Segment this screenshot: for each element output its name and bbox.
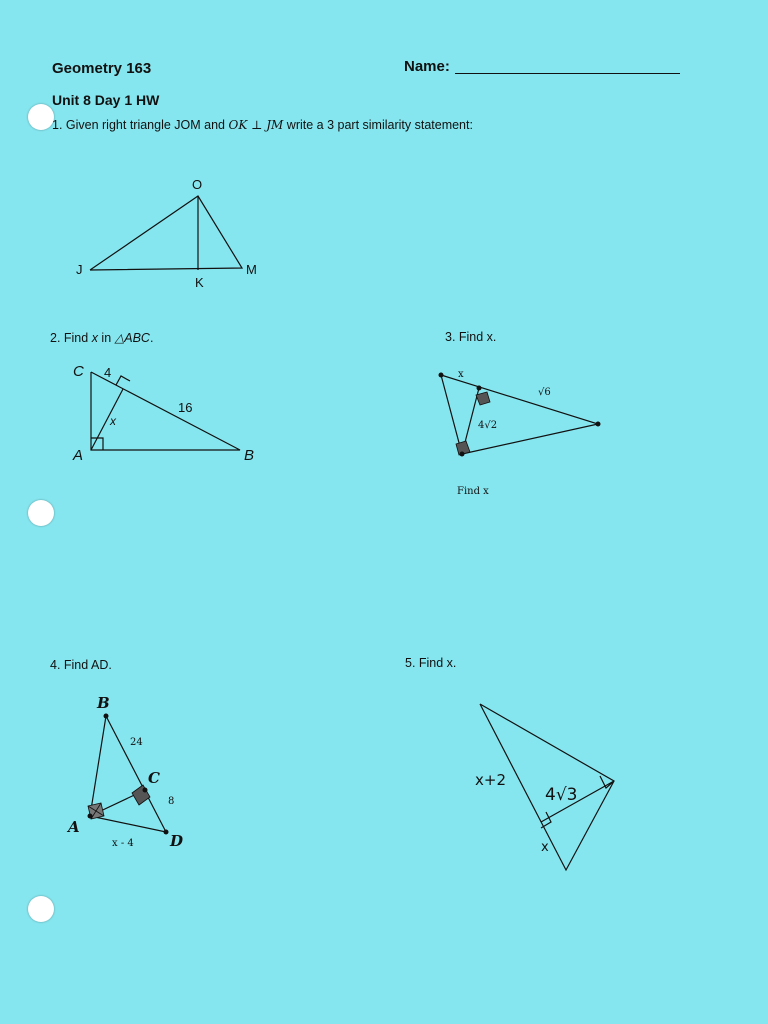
figure-3-triangle [439,369,601,497]
figure-2-label-a: A [73,447,84,464]
figure-1-label-j: J [76,262,83,277]
figure-4-vertex-dot [104,714,109,719]
problem-4-prompt: 4. Find AD. [50,658,112,672]
figure-3-vertex-dot [596,422,601,427]
figure-3-vertex-dot [439,373,444,378]
problem-1-text-pre: 1. Given right triangle JOM and [52,118,229,132]
problem-3-prompt: 3. Find x. [445,330,497,344]
problem-2-triangle: △ABC [114,331,150,345]
unit-title: Unit 8 Day 1 HW [52,92,160,108]
figure-3-label-4root2: 4√2 [478,420,498,431]
problem-2-text-post: . [149,331,154,345]
figure-4-vertex-dot [143,788,148,793]
figure-4-label-c: C [148,769,160,787]
problem-2-text-mid: in [97,331,115,345]
problem-1-text-post: write a 3 part similarity statement: [283,118,473,132]
figure-1-triangle-jom [76,177,257,290]
figure-4-vertex-dot [88,814,93,819]
figure-3-caption: Find x [457,486,489,497]
figure-5-label-x-plus-2: x+2 [475,771,506,789]
figure-2-label-x: x [110,414,116,428]
problem-2-text-pre: 2. Find [50,331,92,345]
figure-2-triangle-outline [91,372,240,450]
figure-4-label-b: B [97,694,110,712]
figure-1-label-k: K [195,275,204,290]
figure-4-vertex-dot [164,830,169,835]
figure-2-label-b: B [244,447,255,464]
figure-4-label-8: 8 [168,796,175,807]
figure-1-label-o: O [192,177,203,192]
figure-3-vertex-dot [477,386,482,391]
figure-2-label-4: 4 [104,365,112,380]
figure-1-triangle-outline [90,196,242,270]
figure-4-triangle [66,694,183,850]
problem-1-math: OK ⊥ JM [228,118,284,132]
figure-4-label-x-minus-4: x - 4 [112,838,134,849]
figure-2-label-c: C [73,363,84,380]
figure-5-label-4root3: 4√3 [545,785,578,805]
figure-1-label-m: M [246,262,257,277]
figure-5-label-x: x [541,840,549,855]
figure-3-vertex-dot [460,452,465,457]
figure-3-right-angle-top [476,392,490,405]
course-title: Geometry 163 [52,60,152,77]
figure-3-label-x: x [458,369,464,380]
figure-2-altitude [91,389,123,450]
figure-4-label-24: 24 [130,737,143,748]
figure-4-right-angle-c [132,785,150,805]
figure-2-right-angle-foot [116,376,130,385]
problem-2-var: x [91,331,98,345]
figure-4-label-d: D [170,832,184,850]
figure-2-label-16: 16 [178,400,193,415]
figure-3-label-root6: √6 [538,387,551,398]
name-label: Name: [404,58,450,75]
figure-5-triangle [475,704,614,870]
figure-4-label-a: A [68,818,80,836]
figure-2-triangle-abc [72,363,254,464]
problem-5-prompt: 5. Find x. [405,656,457,670]
